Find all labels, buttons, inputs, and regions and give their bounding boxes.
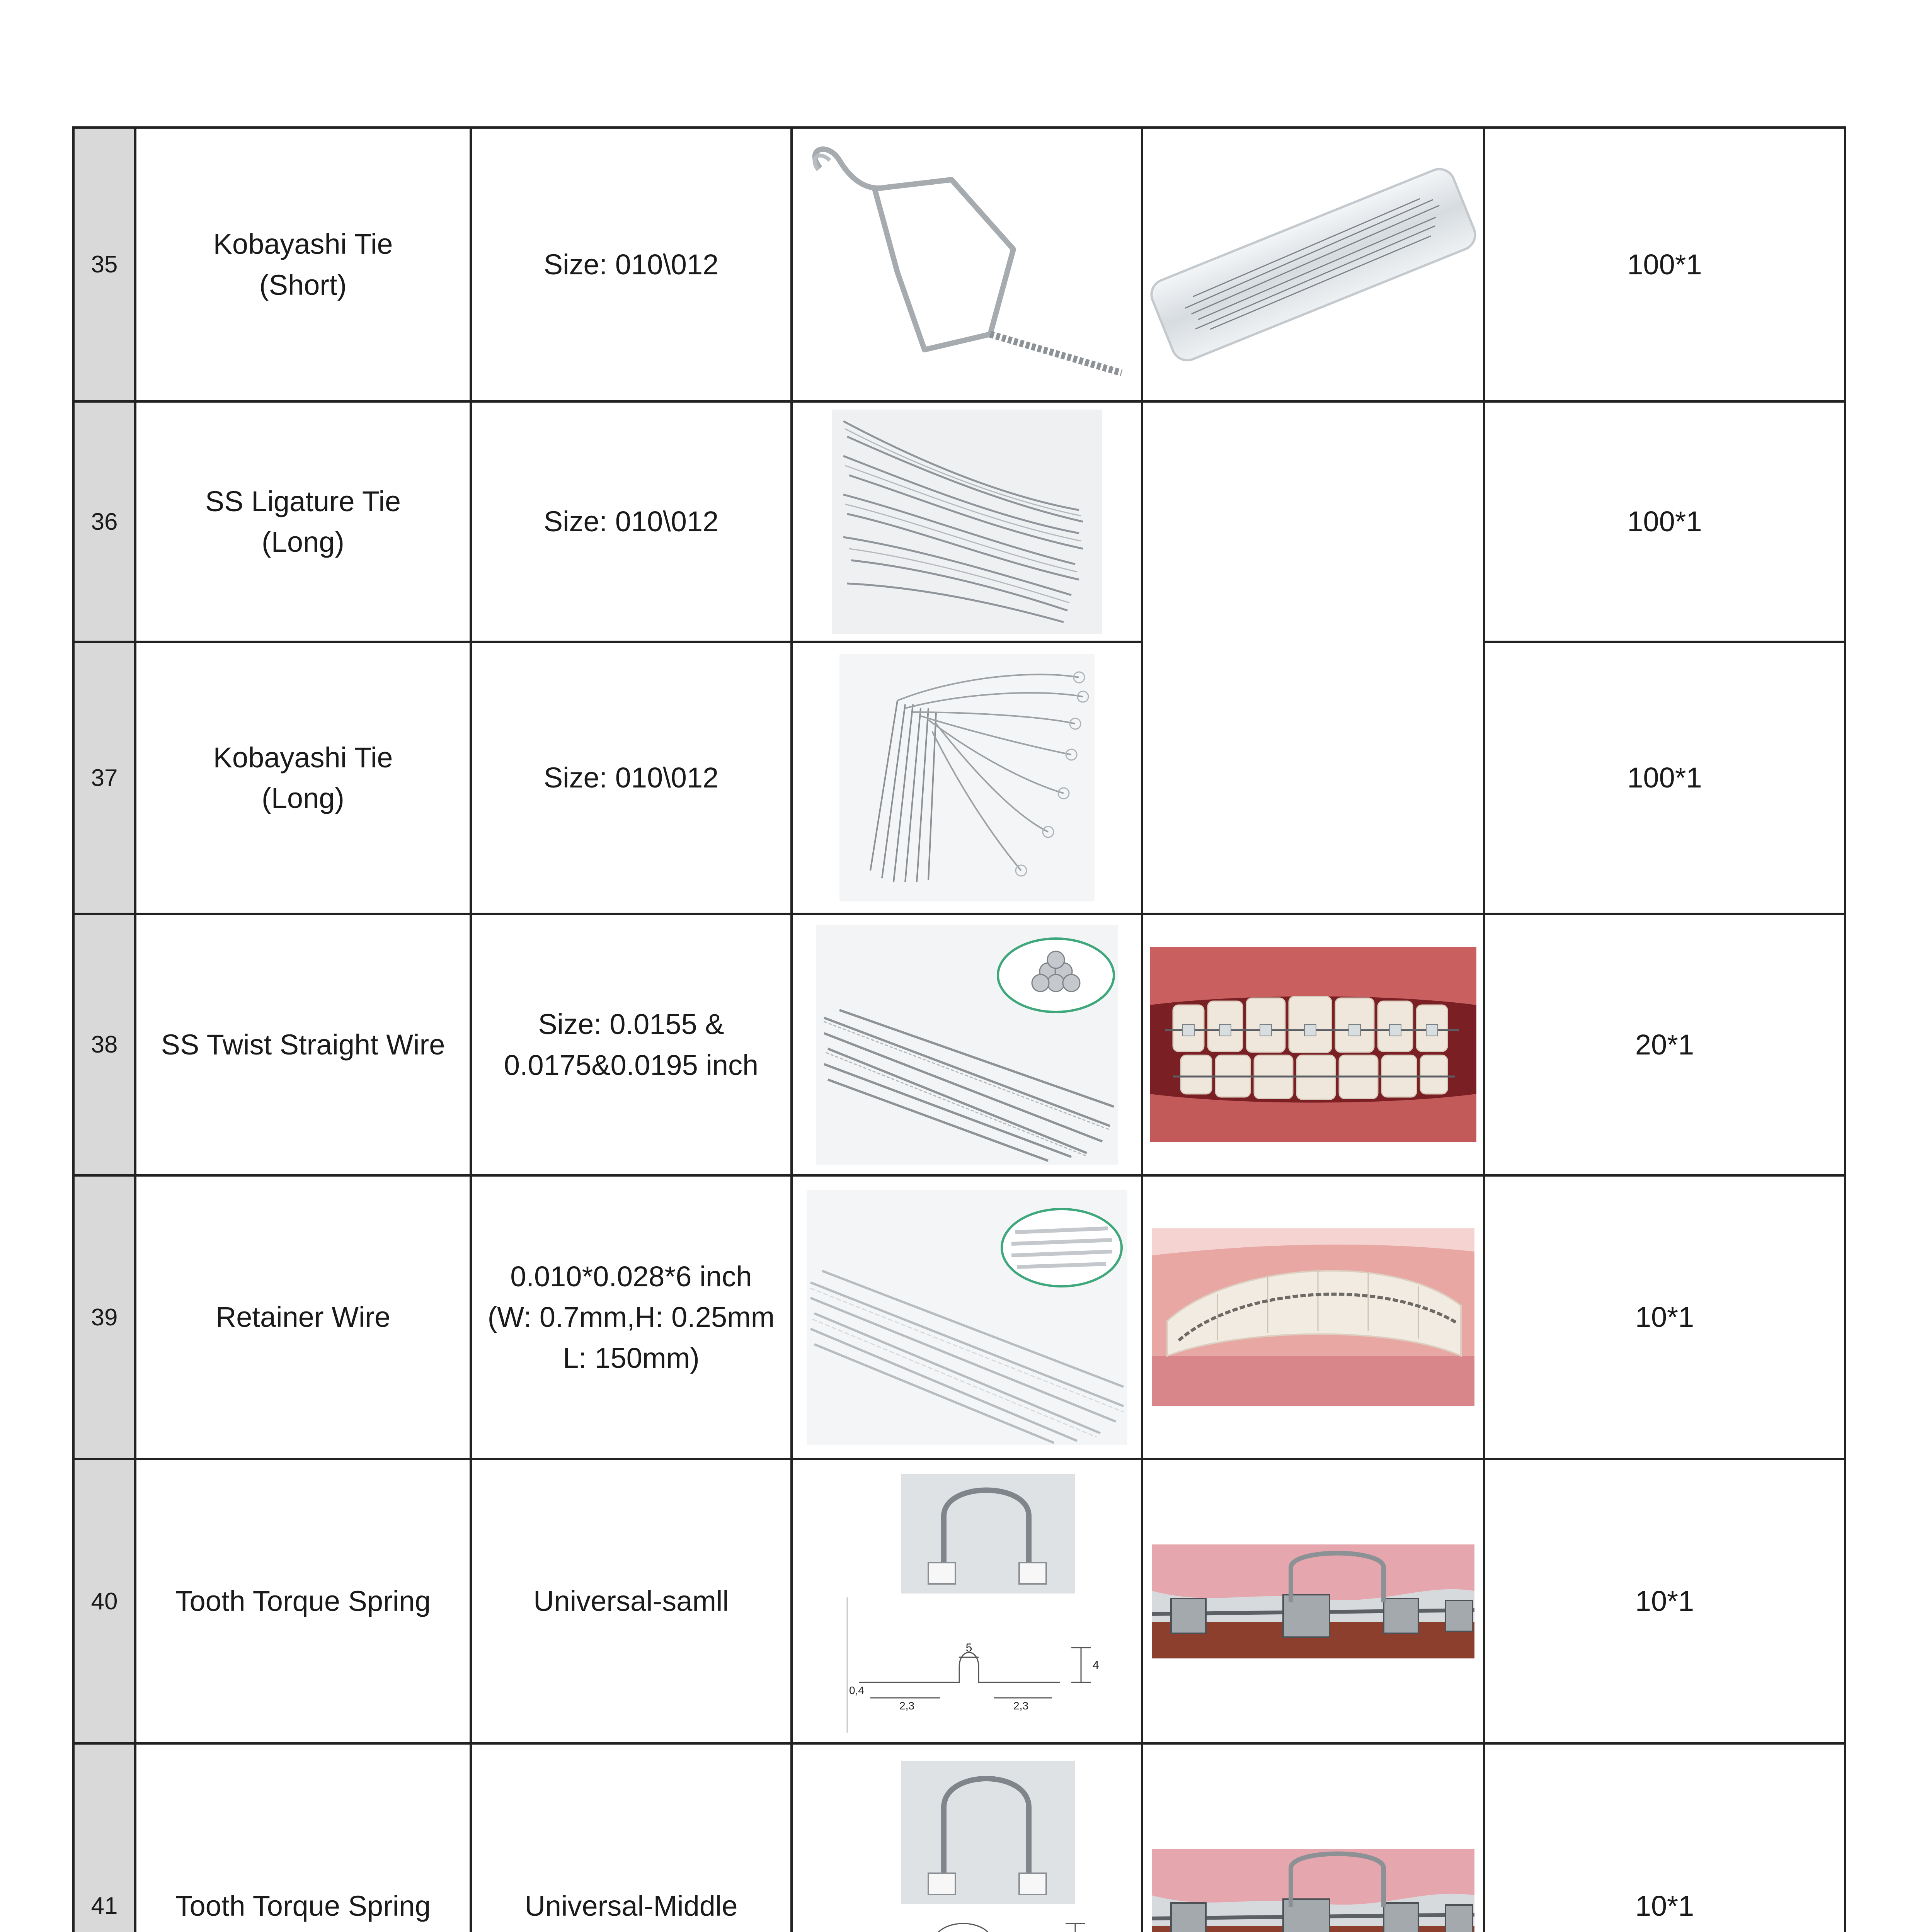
item-size: Universal-Middle	[471, 1743, 792, 1932]
item-name: Tooth Torque Spring	[135, 1459, 471, 1743]
item-number: 37	[73, 642, 135, 914]
item-name: Kobayashi Tie (Long)	[135, 642, 471, 914]
table-row	[73, 642, 1845, 914]
item-quantity: 100*1	[1484, 642, 1845, 914]
product-photo-torque-spring-middle	[792, 1743, 1142, 1932]
torque-spring-middle-image	[812, 1753, 1122, 1932]
application-photo-empty	[1142, 401, 1484, 914]
teeth-with-braces-image	[1150, 947, 1476, 1142]
retainer-wire-bundle-image	[807, 1190, 1127, 1445]
product-photo-retainer-wire	[792, 1175, 1142, 1459]
application-photo-vial	[1142, 128, 1484, 401]
application-photo-lingual-retainer	[1142, 1175, 1484, 1459]
kobayashi-tie-bundle-image	[839, 654, 1095, 901]
dim-leg-right: 2,3	[1013, 1700, 1028, 1712]
product-photo-twist-wire	[792, 914, 1142, 1175]
item-size: Universal-samll	[471, 1459, 792, 1743]
item-size: Size: 010\012	[471, 401, 792, 642]
table-row	[73, 1459, 1845, 1743]
table-row	[73, 401, 1845, 642]
table-row	[73, 128, 1845, 401]
spring-on-bracket-image	[1152, 1544, 1474, 1658]
item-number: 35	[73, 128, 135, 401]
twist-wire-bundle-image	[816, 925, 1118, 1165]
item-name: Kobayashi Tie (Short)	[135, 128, 471, 401]
torque-spring-small-image	[812, 1466, 1122, 1736]
spring-on-bracket-image	[1152, 1849, 1474, 1932]
item-name: SS Ligature Tie (Long)	[135, 401, 471, 642]
item-number: 40	[73, 1459, 135, 1743]
ligature-tie-bundle-image	[832, 410, 1102, 634]
item-number: 39	[73, 1175, 135, 1459]
dim-leg-left: 2,3	[899, 1700, 914, 1712]
application-photo-spring-bracket	[1142, 1459, 1484, 1743]
item-size: Size: 010\012	[471, 128, 792, 401]
dim-thickness: 0,4	[849, 1684, 864, 1696]
item-quantity: 10*1	[1484, 1743, 1845, 1932]
item-quantity: 100*1	[1484, 401, 1845, 642]
product-table	[72, 126, 1846, 1932]
item-quantity: 10*1	[1484, 1175, 1845, 1459]
item-name: SS Twist Straight Wire	[135, 914, 471, 1175]
item-size: 0.010*0.028*6 inch (W: 0.7mm,H: 0.25mm L: 150mm)	[471, 1175, 792, 1459]
item-size: Size: 0.0155 & 0.0175&0.0195 inch	[471, 914, 792, 1175]
dim-top: 5	[965, 1641, 972, 1654]
item-name: Retainer Wire	[135, 1175, 471, 1459]
item-number: 41	[73, 1743, 135, 1932]
item-number: 36	[73, 401, 135, 642]
application-photo-spring-bracket	[1142, 1743, 1484, 1932]
lingual-retainer-image	[1152, 1228, 1474, 1406]
product-photo-torque-spring-small	[792, 1459, 1142, 1743]
item-size: Size: 010\012	[471, 642, 792, 914]
dim-height: 4	[1092, 1659, 1099, 1672]
product-photo-kobayashi-tie-short	[792, 128, 1142, 401]
table-row	[73, 1175, 1845, 1459]
product-photo-ligature-tie	[792, 401, 1142, 642]
item-number: 38	[73, 914, 135, 1175]
application-photo-teeth-braces	[1142, 914, 1484, 1175]
kobayashi-tie-short-image	[797, 133, 1137, 396]
product-photo-kobayashi-tie-long	[792, 642, 1142, 914]
vial-of-ties-image	[1143, 133, 1483, 396]
item-quantity: 100*1	[1484, 128, 1845, 401]
item-name: Tooth Torque Spring	[135, 1743, 471, 1932]
item-quantity: 20*1	[1484, 914, 1845, 1175]
table-row	[73, 1743, 1845, 1932]
item-quantity: 10*1	[1484, 1459, 1845, 1743]
table-row	[73, 914, 1845, 1175]
